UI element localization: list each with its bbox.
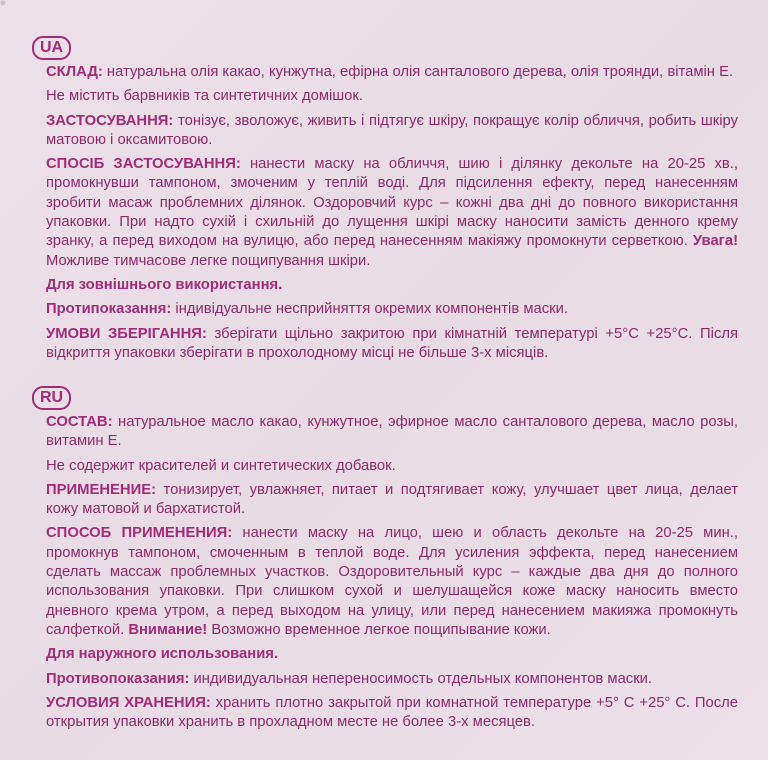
- ru-method-text: нанести маску на лицо, шею и область декольте на 20-25 мин., промокнув тампоном, смоченным в теплой воде. Для усиления эффекта, перед нанесением сделать массаж проблемных участков. Оздоровительный курс – каждые два дня до полного использования упаковки. При слишком сухой и шелушащейся коже маску наносить вместо дневного крема утром, а перед выходом на улицу, или перед нанесением макияжа промокнуть салфеткой.: [46, 525, 738, 638]
- ru-composition-text: натуральное масло какао, кунжутное, эфирное масло санталового дерева, масло розы, витамин Е.: [46, 414, 738, 450]
- ua-contra-text: індивідуальне несприйняття окремих компонентів маски.: [171, 301, 568, 318]
- ua-application-label: ЗАСТОСУВАННЯ:: [46, 112, 174, 129]
- ru-warning-text: Возможно временное легкое пощипывание кожи.: [207, 621, 551, 638]
- ru-application-label: ПРИМЕНЕНИЕ:: [46, 481, 157, 498]
- ua-method: [46, 155, 738, 271]
- ua-application: [46, 112, 738, 151]
- ru-storage-label: УСЛОВИЯ ХРАНЕНИЯ:: [46, 694, 211, 711]
- ru-composition-label: СОСТАВ:: [46, 414, 113, 430]
- ua-no-dyes: Не містить барвників та синтетичних домішок.: [46, 88, 363, 105]
- ru-method-label: СПОСОБ ПРИМЕНЕНИЯ:: [46, 525, 233, 542]
- ua-application-text: тонізує, зволожує, живить і підтягує шкіру, покращує колір обличчя, робить шкіру матовою і оксамитовою.: [46, 112, 738, 148]
- ru-contra-label: Противопоказания:: [46, 670, 190, 687]
- ua-storage-label: УМОВИ ЗБЕРІГАННЯ:: [46, 325, 207, 342]
- ua-storage-text: зберігати щільно закритою при кімнатній температурі +5°С +25°С. Після відкриття упаковки зберігати в прохолодному місці не більше 3-х місяців.: [46, 325, 738, 361]
- ru-storage-text: хранить плотно закрытой при комнатной температуре +5° С +25° С. После открытия упаковки хранить в прохладном месте не более 3-х месяцев.: [46, 694, 739, 731]
- ua-composition: [46, 63, 738, 82]
- ua-method-label: СПОСІБ ЗАСТОСУВАННЯ:: [46, 156, 241, 173]
- ru-external-use: Для наружного использования.: [46, 646, 279, 663]
- staple-mark: [0, 0, 22, 30]
- ua-method-text: нанести маску на обличчя, шию і ділянку декольте на 20-25 хв., промокнувши тампоном, змоченим у теплій воді. Для підсилення ефекту, перед нанесенням зробити масаж проблемних ділянок. Оздоровчий курс – кожні два дні до повного використання упаковки. При надто сухій і схильній до лущення шкірі маску наносити замість денного крему зранку, а перед виходом на вулицю, або перед нанесенням макіяжу промокнути серветкою.: [46, 156, 738, 250]
- ru-contra-text: индивидуальная непереносимость отдельных компонентов маски.: [189, 670, 653, 687]
- ua-contra-label: Протипоказання:: [46, 301, 172, 318]
- ru-method: [46, 524, 738, 640]
- ru-language-badge: RU: [32, 386, 71, 410]
- ru-section: [40, 386, 739, 737]
- ru-application: [46, 481, 738, 520]
- ua-warning-label: Увага!: [692, 233, 738, 250]
- ru-no-dyes: Не содержит красителей и синтетических добавок.: [46, 457, 396, 474]
- ua-external-use: Для зовнішнього використання.: [46, 276, 283, 293]
- ua-composition-text: натуральна олія какао, кунжутна, ефірна олія санталового дерева, олія троянди, вітамін Е.: [102, 64, 734, 80]
- ua-warning-text: Можливе тимчасове легке пощипування шкіри.: [46, 252, 371, 269]
- ru-warning-label: Внимание!: [128, 621, 208, 638]
- ru-composition: [46, 413, 738, 452]
- ru-storage: [46, 694, 738, 733]
- ua-storage: [46, 325, 738, 364]
- ua-language-badge: UA: [32, 36, 71, 60]
- ru-contraindications: [46, 670, 738, 689]
- ru-application-text: тонизирует, увлажняет, питает и подтягивает кожу, улучшает цвет лица, делает кожу матовой и бархатистой.: [46, 481, 738, 518]
- ua-composition-label: СКЛАД:: [46, 64, 103, 80]
- ua-contraindications: [46, 300, 738, 319]
- ua-section: [40, 36, 738, 368]
